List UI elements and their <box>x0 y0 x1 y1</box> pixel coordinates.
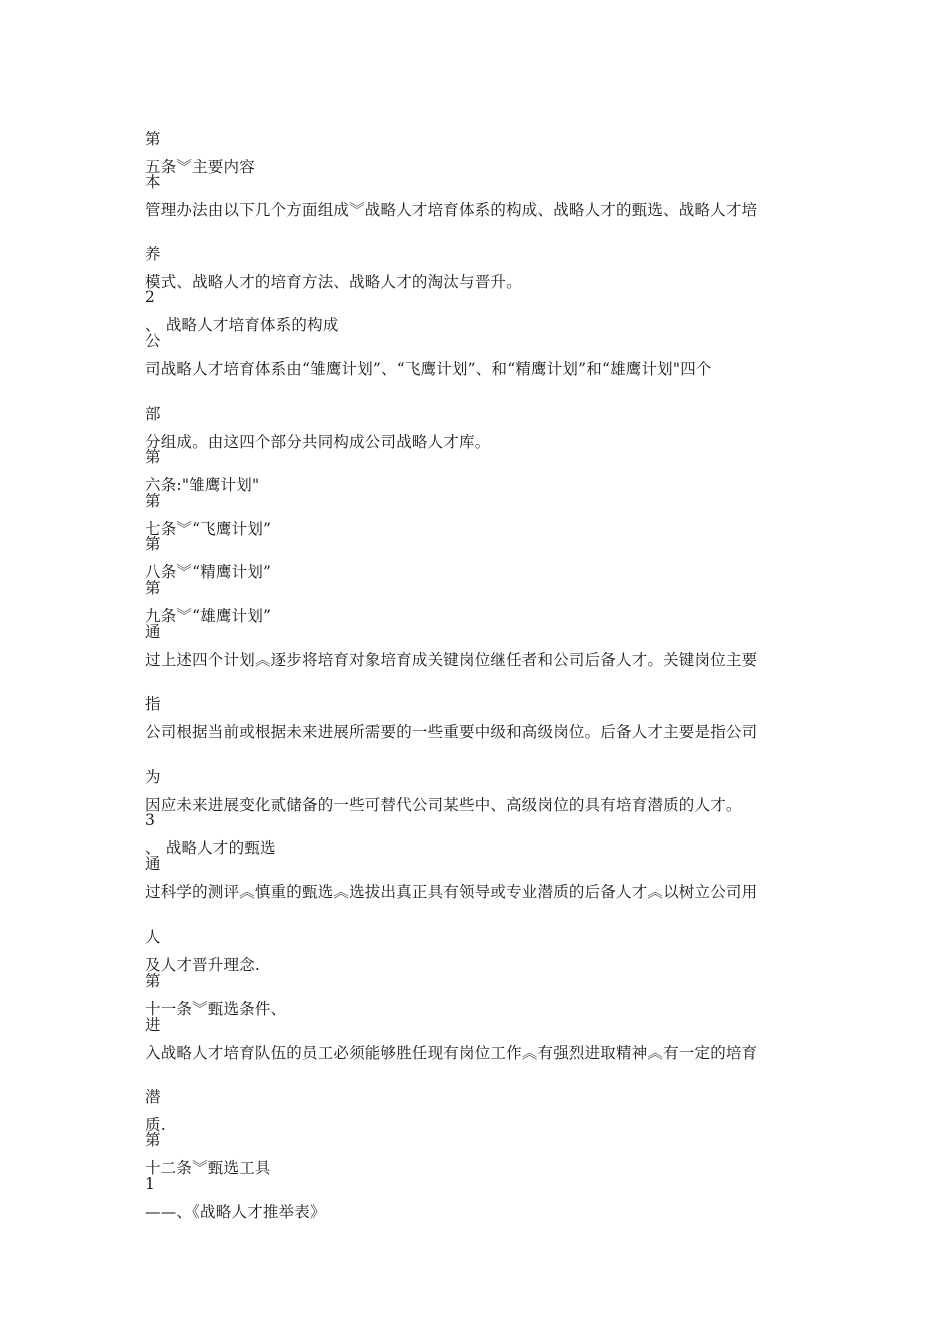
article-8-heading: 第 八条︾“精鹰计划” <box>145 535 272 581</box>
list-item: 1 ——、《战略人才推举表》 <box>145 1175 326 1221</box>
section-3-heading: 3 、 战略人才的甄选 <box>145 811 276 857</box>
body-line: 进 入战略人才培育队伍的员工必须能够胜任现有岗位工作︽有强烈进取精神︽有一定的培育 <box>145 1016 758 1062</box>
body-line: 通 过上述四个计划︽逐步将培育对象培育成关键岗位继任者和公司后备人才。关键岗位主要 <box>145 623 758 669</box>
body-line: 指 公司根据当前或根据未来进展所需要的一些重要中级和高级岗位。后备人才主要是指公司 <box>145 695 758 741</box>
article-12-heading: 第 十二条︾甄选工具 <box>145 1131 271 1177</box>
body-line: 人 及人才晋升理念. <box>145 928 261 974</box>
body-line: 本 管理办法由以下几个方面组成︾战略人才培育体系的构成、战略人才的甄选、战略人才培 <box>145 173 758 219</box>
article-7-heading: 第 七条︾“飞鹰计划” <box>145 492 272 538</box>
body-line: 为 因应未来进展变化贰储备的一些可替代公司某些中、高级岗位的具有培育潜质的人才。 <box>145 768 742 814</box>
body-line: 潜 质. <box>145 1088 166 1134</box>
article-5-heading: 第 五条︾主要内容 <box>145 130 255 176</box>
body-line: 通 过科学的测评︽慎重的甄选︽选拔出真正具有领导或专业潜质的后备人才︽以树立公司用 <box>145 855 758 901</box>
article-6-heading: 第 六条:"雏鹰计划" <box>145 448 260 494</box>
section-2-heading: 2 、 战略人才培育体系的构成 <box>145 288 339 334</box>
article-9-heading: 第 九条︾“雄鹰计划” <box>145 579 272 625</box>
body-line: 部 分组成。由这四个部分共同构成公司战略人才库。 <box>145 405 491 451</box>
article-11-heading: 第 十一条︾甄选条件、 <box>145 972 287 1018</box>
body-line: 养 模式、战略人才的培育方法、战略人才的淘汰与晋升。 <box>145 245 522 291</box>
body-line: 公 司战略人才培育体系由“雏鹰计划”、“飞鹰计划”、和“精鹰计划”和“雄鹰计划"四个 <box>145 332 712 378</box>
